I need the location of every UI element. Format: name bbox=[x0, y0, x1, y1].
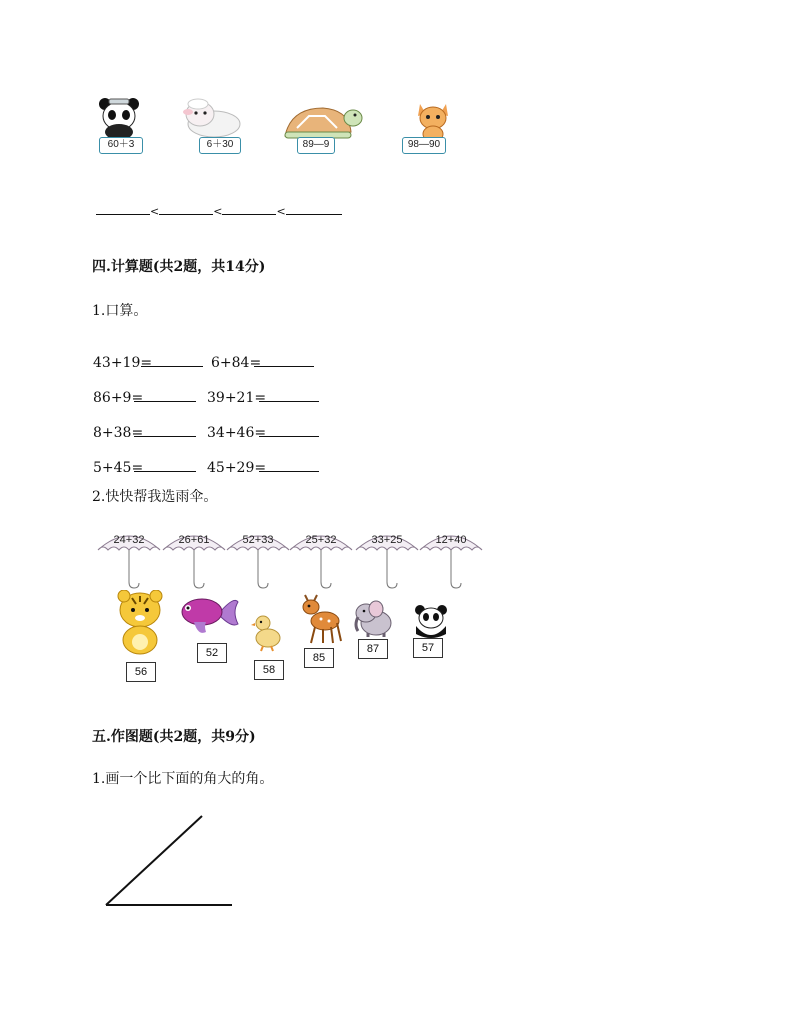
equation-text: 8+38= bbox=[93, 425, 144, 441]
order-row bbox=[96, 200, 342, 221]
equation-text: 6+84= bbox=[211, 355, 262, 371]
section5-heading: 五.作图题(共2题，共9分) bbox=[92, 729, 256, 745]
umbrella-1[interactable] bbox=[98, 534, 160, 588]
expr-label-turtle: 89—9 bbox=[297, 137, 335, 154]
umbrella-3[interactable] bbox=[227, 534, 289, 588]
expr-label-panda: 60＋3 bbox=[99, 137, 143, 154]
section4-q2-title: 2.快快帮我选雨伞。 bbox=[92, 489, 218, 505]
value-box-panda: 57 bbox=[413, 638, 443, 658]
equation-text: 39+21= bbox=[207, 390, 267, 406]
equation-text: 86+9= bbox=[93, 390, 144, 406]
order-blank[interactable] bbox=[222, 200, 276, 215]
order-blank[interactable] bbox=[159, 200, 213, 215]
umbrella-label: 25+32 bbox=[305, 534, 337, 546]
answer-blank[interactable] bbox=[134, 457, 196, 472]
umbrella-6[interactable] bbox=[420, 534, 482, 588]
equation-text: 34+46= bbox=[207, 425, 267, 441]
equation-grid bbox=[93, 352, 319, 492]
value-box-elephant: 87 bbox=[358, 639, 388, 659]
umbrella-row bbox=[96, 526, 488, 592]
answer-blank[interactable] bbox=[141, 352, 203, 367]
elephant-picture bbox=[352, 599, 394, 639]
section4-heading: 四.计算题(共2题，共14分) bbox=[92, 259, 266, 275]
panda-picture bbox=[95, 96, 145, 140]
equation-row bbox=[93, 457, 319, 492]
umbrella-4[interactable] bbox=[290, 534, 352, 588]
equation-row bbox=[93, 387, 319, 422]
value-box-fish: 52 bbox=[197, 643, 227, 663]
panda-small-picture bbox=[412, 604, 450, 638]
sheep-picture bbox=[178, 98, 244, 140]
tiger-picture bbox=[112, 590, 168, 656]
angle-figure bbox=[100, 812, 240, 912]
umbrella-2[interactable] bbox=[163, 534, 225, 588]
answer-blank[interactable] bbox=[259, 422, 319, 437]
cat-picture bbox=[412, 100, 456, 142]
deer-picture bbox=[297, 593, 343, 645]
equation-text: 5+45= bbox=[93, 460, 144, 476]
answer-blank[interactable] bbox=[259, 387, 319, 402]
equation-text: 45+29= bbox=[207, 460, 267, 476]
umbrella-label: 12+40 bbox=[435, 534, 467, 546]
equation-row bbox=[93, 422, 319, 457]
umbrella-label: 52+33 bbox=[242, 534, 274, 546]
less-than-sign: < bbox=[276, 205, 286, 218]
angle-ray-upper bbox=[106, 816, 202, 905]
value-box-tiger: 56 bbox=[126, 662, 156, 682]
value-box-duck: 58 bbox=[254, 660, 284, 680]
section4-q1-title: 1.口算。 bbox=[92, 303, 148, 319]
answer-blank[interactable] bbox=[254, 352, 314, 367]
umbrella-label: 24+32 bbox=[113, 534, 145, 546]
order-blank[interactable] bbox=[286, 200, 342, 215]
less-than-sign: < bbox=[213, 205, 223, 218]
answer-blank[interactable] bbox=[259, 457, 319, 472]
expr-label-cat: 98—90 bbox=[402, 137, 446, 154]
less-than-sign: < bbox=[150, 205, 160, 218]
duck-picture bbox=[251, 614, 281, 652]
umbrella-5[interactable] bbox=[356, 534, 418, 588]
expr-label-sheep: 6＋30 bbox=[199, 137, 241, 154]
answer-blank[interactable] bbox=[134, 387, 196, 402]
umbrella-label: 33+25 bbox=[371, 534, 403, 546]
equation-row bbox=[93, 352, 319, 387]
fish-picture bbox=[176, 592, 240, 636]
value-box-deer: 85 bbox=[304, 648, 334, 668]
umbrella-label: 26+61 bbox=[178, 534, 210, 546]
section5-q1-title: 1.画一个比下面的角大的角。 bbox=[92, 771, 274, 787]
answer-blank[interactable] bbox=[134, 422, 196, 437]
order-blank[interactable] bbox=[96, 200, 150, 215]
equation-text: 43+19= bbox=[93, 355, 153, 371]
